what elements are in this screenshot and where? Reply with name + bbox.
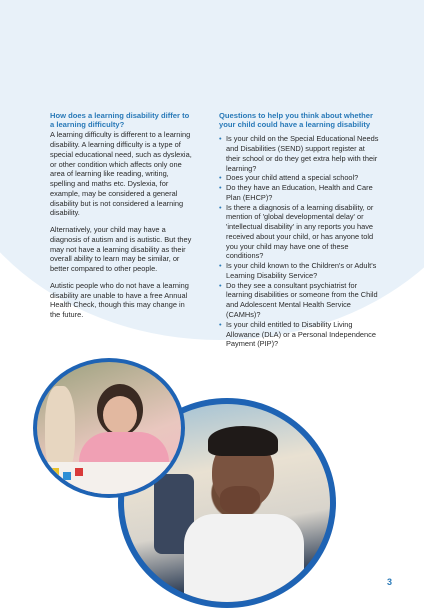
list-item: • Is there a diagnosis of a learning disability, or mention of 'global developmental delay' or 'intellectual disability' in any reports you have received about your child, or has anyone told you your child may have one of these conditions?: [226, 203, 379, 262]
question-list: [219, 134, 379, 349]
right-heading: Questions to help you think about whether your child could have a learning disability: [219, 111, 373, 130]
photo-girl-at-table: [33, 358, 185, 498]
left-paragraph-1: A learning difficulty is different to a learning disability. A learning difficulty is a type of special educational need, such as dyslexia, or other condition which affects only one area of learning like reading, writing, spelling and maths etc. Dyslexia, for example, may be considered a general disability but is not considered a learning disability.: [50, 130, 192, 218]
list-item: • Is your child entitled to Disability Living Allowance (DLA) or a Personal Independence Payment (PIP)?: [226, 320, 379, 349]
right-column: [219, 111, 379, 349]
left-column: [50, 111, 195, 327]
list-item: • Is your child on the Special Educational Needs and Disabilities (SEND) support register at their school or do they get extra help with their learning?: [226, 134, 379, 173]
left-heading: How does a learning disability differ to a learning difficulty?: [50, 111, 190, 130]
list-item: • Is your child known to the Children's or Adult's Learning Disability Service?: [226, 261, 379, 281]
list-item: • Does your child attend a special school?: [226, 173, 379, 183]
left-paragraph-2: Alternatively, your child may have a diagnosis of autism and is autistic. But they may not have a learning disability as their overall ability to learn may be similar, or better compared to other people.: [50, 225, 192, 274]
list-item: • Do they have an Education, Health and Care Plan (EHCP)?: [226, 183, 379, 203]
list-item: • Do they see a consultant psychiatrist for learning disabilities or someone from the Child and Adolescent Mental Health Service (CAMHs)?: [226, 281, 379, 320]
left-paragraph-3: Autistic people who do not have a learning disability are unable to have a free Annual Health Check, though this may change in the future.: [50, 280, 189, 320]
page-number: 3: [386, 577, 392, 587]
